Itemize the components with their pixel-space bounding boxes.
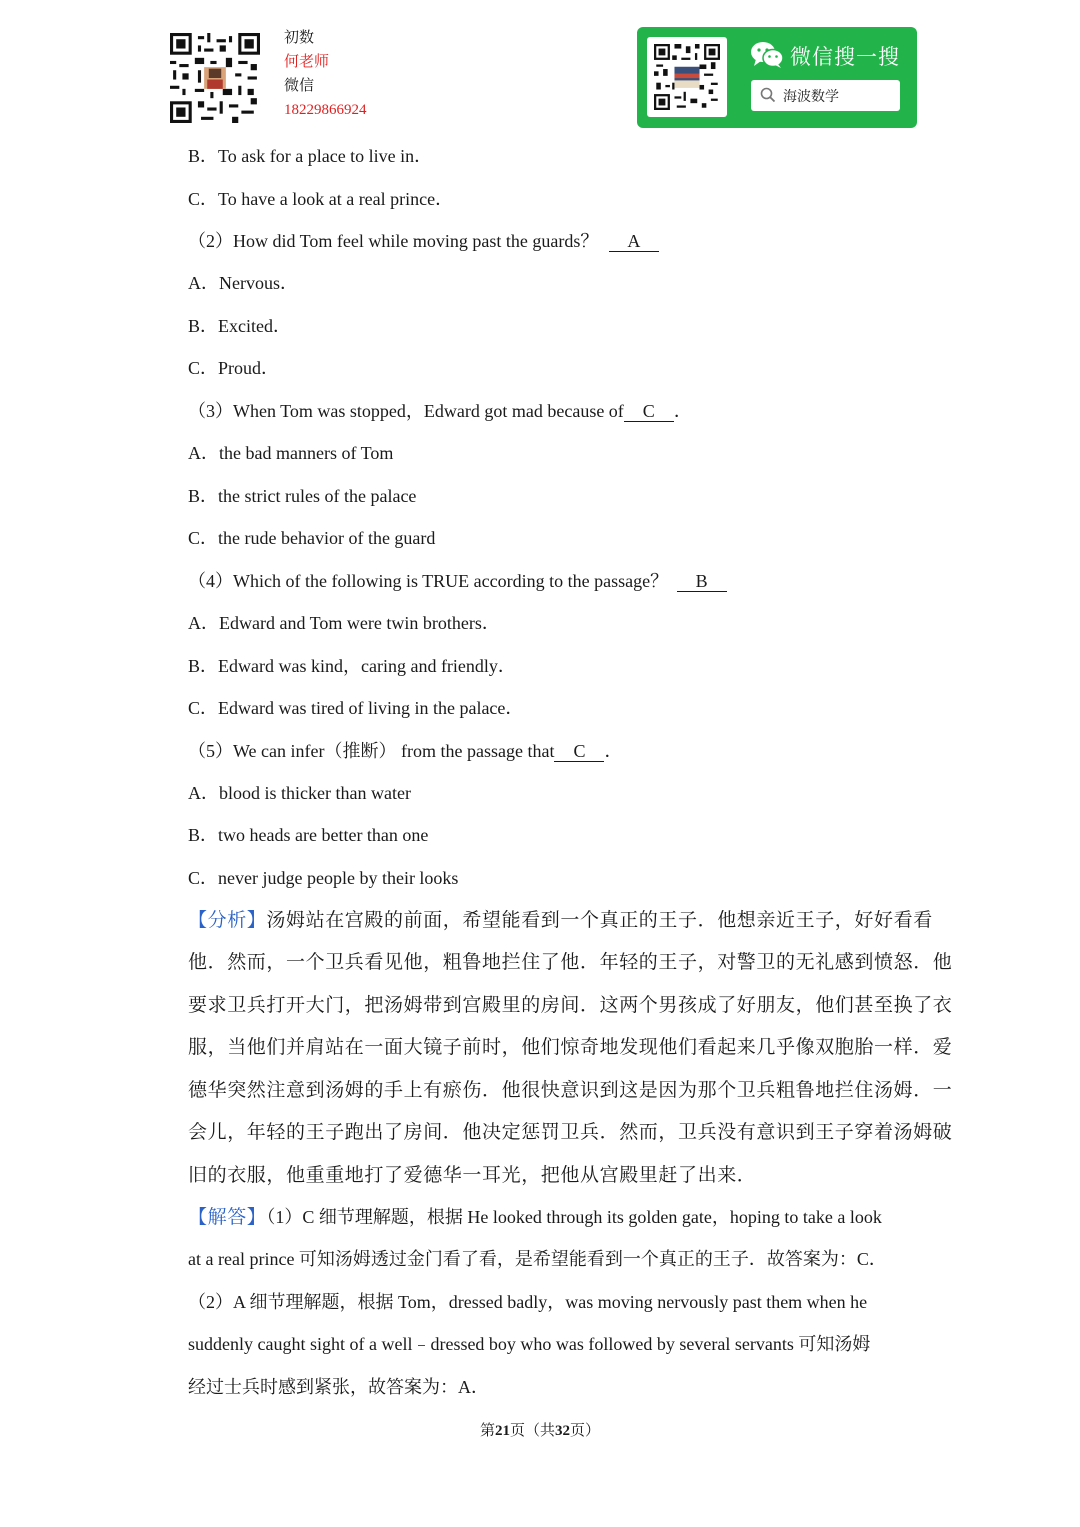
answer-5: C [554,741,604,762]
question-2-text: （2）How did Tom feel while moving past the guards？ [188,231,599,251]
solution-line-5: 经过士兵时感到紧张，故答案为：A． [188,1377,489,1397]
q1-option-b: B．To ask for a place to live in． [188,146,433,166]
wechat-search-banner [637,27,917,128]
contact-teacher: 何老师 [284,54,330,70]
q3-option-a: A．the bad manners of Tom [188,443,394,463]
contact-info [284,26,367,122]
question-5: （5）We can infer（推断） from the passage that C ． [188,741,623,761]
q4-option-b: B．Edward was kind，caring and friendly． [188,656,516,676]
q3-option-b: B．the strict rules of the palace [188,486,417,506]
footer-total-pages: 32 [555,1423,570,1439]
question-3-text: （3）When Tom was stopped，Edward got mad because of [188,401,624,421]
q2-option-b: B．Excited． [188,316,291,336]
question-3: （3）When Tom was stopped，Edward got mad because of C ． [188,401,692,421]
solution-tag: 【解答】 [188,1207,267,1228]
wechat-logo-icon [750,41,784,69]
analysis-line-1 [188,905,933,932]
solution-line-2: at a real prince 可知汤姆透过金门看了看，是希望能看到一个真正的王子．故答案为：C． [188,1249,887,1269]
solution-line-1 [188,1202,882,1229]
footer-prefix: 第 [479,1423,495,1439]
q5-option-c: C．never judge people by their looks [188,868,459,888]
solution-text-1: （1）C 细节理解题，根据 He looked through its golden gate，hoping to take a look [266,1207,882,1227]
banner-qr-code [647,37,727,117]
answer-3: C [624,401,674,422]
footer-suffix: 页） [570,1423,601,1439]
analysis-line-6: 会儿，年轻的王子跑出了房间．他决定惩罚卫兵．然而，卫兵没有意识到王子穿着汤姆破 [188,1122,953,1143]
solution-line-4: suddenly caught sight of a well﹣dressed boy who was followed by several servants 可知汤姆 [188,1334,871,1354]
solution-line-3: （2）A 细节理解题，根据 Tom，dressed badly，was moving nervously past them when he [188,1292,868,1312]
question-5-text: （5）We can infer（推断） from the passage that [188,741,555,761]
q1-option-c: C．To have a look at a real prince． [188,189,454,209]
answer-4: B [677,571,727,592]
contact-phone: 18229866924 [284,102,367,118]
contact-wechat-label: 微信 [284,78,315,94]
q5-option-b: B．two heads are better than one [188,825,429,845]
footer-middle: 页（共 [509,1423,555,1439]
q4-option-a: A．Edward and Tom were twin brothers． [188,613,500,633]
q2-option-c: C．Proud． [188,358,280,378]
footer-page-number: 21 [494,1423,510,1439]
contact-qr-code [170,33,260,123]
analysis-line-2: 他．然而，一个卫兵看见他，粗鲁地拦住了他．年轻的王子，对警卫的无礼感到愤怒．他 [188,952,953,973]
question-4 [188,567,727,593]
analysis-text-1: 汤姆站在宫殿的前面，希望能看到一个真正的王子．他想亲近王子，好好看看 [266,910,933,931]
question-4-text: （4）Which of the following is TRUE according to the passage？ [188,571,669,591]
analysis-line-7: 旧的衣服，他重重地打了爱德华一耳光，把他从宫殿里赶了出来． [188,1165,757,1186]
analysis-line-5: 德华突然注意到汤姆的手上有瘀伤．他很快意识到这是因为那个卫兵粗鲁地拦住汤姆．一 [188,1080,953,1101]
banner-search-text: 海波数学 [783,89,839,105]
answer-2: A [609,231,659,252]
q4-option-c: C．Edward was tired of living in the palace． [188,698,524,718]
search-icon [760,87,776,103]
analysis-line-3: 要求卫兵打开大门，把汤姆带到宫殿里的房间．这两个男孩成了好朋友，他们甚至换了衣 [188,995,953,1016]
question-2 [188,227,659,253]
analysis-line-4: 服，当他们并肩站在一面大镜子前时，他们惊奇地发现他们看起来几乎像双胞胎一样．爱 [188,1037,953,1058]
q2-option-a: A．Nervous． [188,273,298,293]
page-footer [0,1419,1080,1440]
banner-search-box[interactable] [751,80,900,111]
q3-option-c: C．the rude behavior of the guard [188,528,436,548]
q5-option-a: A．blood is thicker than water [188,783,411,803]
analysis-tag: 【分析】 [188,910,267,931]
contact-subject: 初数 [284,30,315,46]
banner-title: 微信搜一搜 [790,45,900,69]
